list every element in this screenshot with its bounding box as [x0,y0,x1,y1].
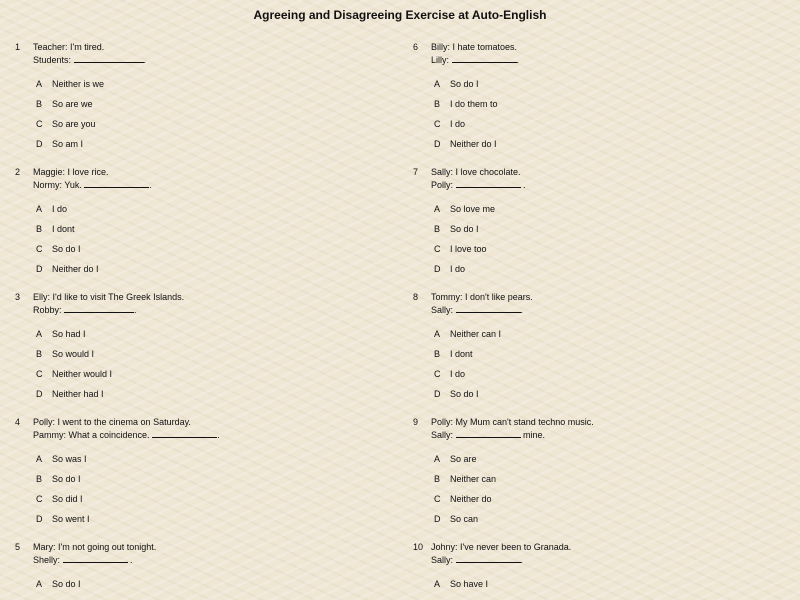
option-letter: B [434,474,441,484]
response-suffix: . [520,180,526,190]
option-8-d[interactable] [398,385,758,403]
option-text: So do I [52,244,81,254]
option-letter: D [36,389,43,399]
option-letter: B [434,349,441,359]
response-suffix: . [516,55,520,65]
option-letter: C [434,494,441,504]
option-letter: C [36,369,43,379]
option-text: I do [450,264,466,274]
question-stem [431,291,533,316]
response-line [431,303,533,316]
option-6-d[interactable] [398,135,758,153]
option-text: So are [450,454,477,464]
response-line [431,178,526,191]
option-9-b[interactable] [398,470,758,488]
option-text: So can [450,514,479,524]
question-stem [431,41,519,66]
option-letter: D [434,514,441,524]
option-letter: B [36,474,43,484]
option-4-a[interactable] [0,450,360,468]
option-text: Neither would I [52,369,113,379]
option-letter: A [36,579,43,589]
option-7-d[interactable] [398,260,758,278]
option-text: So had I [52,329,86,339]
option-6-c[interactable] [398,115,758,133]
option-letter: A [36,454,43,464]
option-text: I do [52,204,68,214]
option-text: Neither do I [52,264,99,274]
option-letter: C [36,494,43,504]
option-8-a[interactable] [398,325,758,343]
option-1-b[interactable] [0,95,360,113]
dialogue-line: Polly: My Mum can't stand techno music. [431,417,594,427]
option-7-c[interactable] [398,240,758,258]
speaker-label: Sally: [431,305,456,315]
option-letter: C [434,244,441,254]
answer-blank [456,428,521,438]
response-suffix: . [134,305,137,315]
dialogue-line: Elly: I'd like to visit The Greek Islands. [33,292,185,302]
option-1-d[interactable] [0,135,360,153]
option-text: So do I [450,79,479,89]
speaker-label: Lilly: [431,55,452,65]
speaker-label: Shelly: [33,555,63,565]
response-suffix: mine. [520,430,546,440]
question-number: 7 [413,167,419,177]
option-letter: D [434,389,441,399]
option-7-a[interactable] [398,200,758,218]
option-letter: D [36,139,43,149]
option-text: So do I [52,474,81,484]
question-number: 10 [413,542,424,552]
option-3-d[interactable] [0,385,360,403]
option-letter: A [434,454,441,464]
option-letter: C [434,119,441,129]
response-suffix: . [143,55,147,65]
response-suffix: . [217,430,220,440]
option-7-b[interactable] [398,220,758,238]
option-letter: D [434,139,441,149]
answer-blank [456,553,521,563]
option-3-c[interactable] [0,365,360,383]
option-text: So did I [52,494,83,504]
option-letter: A [434,579,441,589]
answer-blank [64,303,134,313]
option-text: I dont [450,349,473,359]
option-letter: B [36,349,43,359]
option-text: Neither had I [52,389,104,399]
option-letter: A [434,204,441,214]
response-line [33,303,184,316]
option-2-a[interactable] [0,200,360,218]
option-3-a[interactable] [0,325,360,343]
dialogue-line: Maggie: I love rice. [33,167,109,177]
question-number: 5 [15,542,21,552]
answer-blank [452,53,517,63]
option-letter: C [36,244,43,254]
dialogue-line: Mary: I'm not going out tonight. [33,542,157,552]
option-text: So love me [450,204,496,214]
option-letter: B [434,99,441,109]
response-line [33,553,156,566]
option-text: So went I [52,514,90,524]
option-text: I do them to [450,99,498,109]
option-letter: A [36,79,43,89]
answer-blank [63,553,128,563]
option-letter: A [434,329,441,339]
option-text: I do [450,369,466,379]
answer-blank [456,178,521,188]
option-text: So are you [52,119,96,129]
question-stem [431,541,571,566]
option-text: So am I [52,139,84,149]
option-9-a[interactable] [398,450,758,468]
option-text: So are we [52,99,93,109]
option-6-b[interactable] [398,95,758,113]
option-letter: B [36,99,43,109]
response-line [33,428,220,441]
option-1-c[interactable] [0,115,360,133]
speaker-label: Sally: [431,430,456,440]
response-suffix: . [127,555,133,565]
question-number: 2 [15,167,21,177]
dialogue-line: Sally: I love chocolate. [431,167,521,177]
option-text: I dont [52,224,75,234]
option-text: Neither can I [450,329,502,339]
option-text: So do I [450,389,479,399]
option-3-b[interactable] [0,345,360,363]
question-number: 6 [413,42,419,52]
question-stem [33,541,156,566]
option-text: So do I [450,224,479,234]
speaker-label: Sally: [431,555,456,565]
response-line [431,428,594,441]
page-title: Agreeing and Disagreeing Exercise at Auto-English [253,8,547,22]
question-stem [431,416,594,441]
option-text: Neither do I [450,139,497,149]
question-number: 1 [15,42,21,52]
speaker-label: Normy: Yuk. [33,180,85,190]
answer-blank [456,303,521,313]
option-letter: C [36,119,43,129]
response-line [431,53,519,66]
response-line [431,553,571,566]
option-1-a[interactable] [0,75,360,93]
speaker-label: Polly: [431,180,456,190]
question-number: 4 [15,417,21,427]
option-8-b[interactable] [398,345,758,363]
option-2-c[interactable] [0,240,360,258]
option-10-a[interactable] [398,575,758,593]
dialogue-line: Tommy: I don't like pears. [431,292,533,302]
option-9-d[interactable] [398,510,758,528]
question-stem [33,41,146,66]
option-letter: A [36,329,43,339]
question-number: 3 [15,292,21,302]
speaker-label: Students: [33,55,74,65]
question-stem [33,291,184,316]
option-letter: D [36,264,43,274]
option-letter: A [434,79,441,89]
option-4-c[interactable] [0,490,360,508]
option-text: Neither is we [52,79,105,89]
answer-blank [84,178,149,188]
option-8-c[interactable] [398,365,758,383]
option-letter: B [434,224,441,234]
option-text: So have I [450,579,489,589]
option-text: I love too [450,244,487,254]
option-4-b[interactable] [0,470,360,488]
speaker-label: Robby: [33,305,65,315]
option-text: Neither do [450,494,492,504]
response-suffix: . [520,305,524,315]
option-6-a[interactable] [398,75,758,93]
option-text: So was I [52,454,87,464]
option-4-d[interactable] [0,510,360,528]
option-text: Neither can [450,474,497,484]
question-number: 9 [413,417,419,427]
option-letter: A [36,204,43,214]
option-2-b[interactable] [0,220,360,238]
speaker-label: Pammy: What a coincidence. [33,430,153,440]
option-letter: B [36,224,43,234]
question-stem [33,416,220,441]
option-letter: D [434,264,441,274]
question-stem [431,166,526,191]
dialogue-line: Billy: I hate tomatoes. [431,42,518,52]
option-text: So would I [52,349,95,359]
response-line [33,53,146,66]
dialogue-line: Polly: I went to the cinema on Saturday. [33,417,191,427]
response-line [33,178,152,191]
dialogue-line: Johny: I've never been to Granada. [431,542,572,552]
answer-blank [152,428,217,438]
option-letter: C [434,369,441,379]
option-9-c[interactable] [398,490,758,508]
option-5-a[interactable] [0,575,360,593]
response-suffix: . [520,555,524,565]
option-letter: D [36,514,43,524]
dialogue-line: Teacher: I'm tired. [33,42,105,52]
answer-blank [74,53,144,63]
question-stem [33,166,152,191]
response-suffix: . [149,180,152,190]
question-number: 8 [413,292,419,302]
option-text: So do I [52,579,81,589]
option-2-d[interactable] [0,260,360,278]
option-text: I do [450,119,466,129]
